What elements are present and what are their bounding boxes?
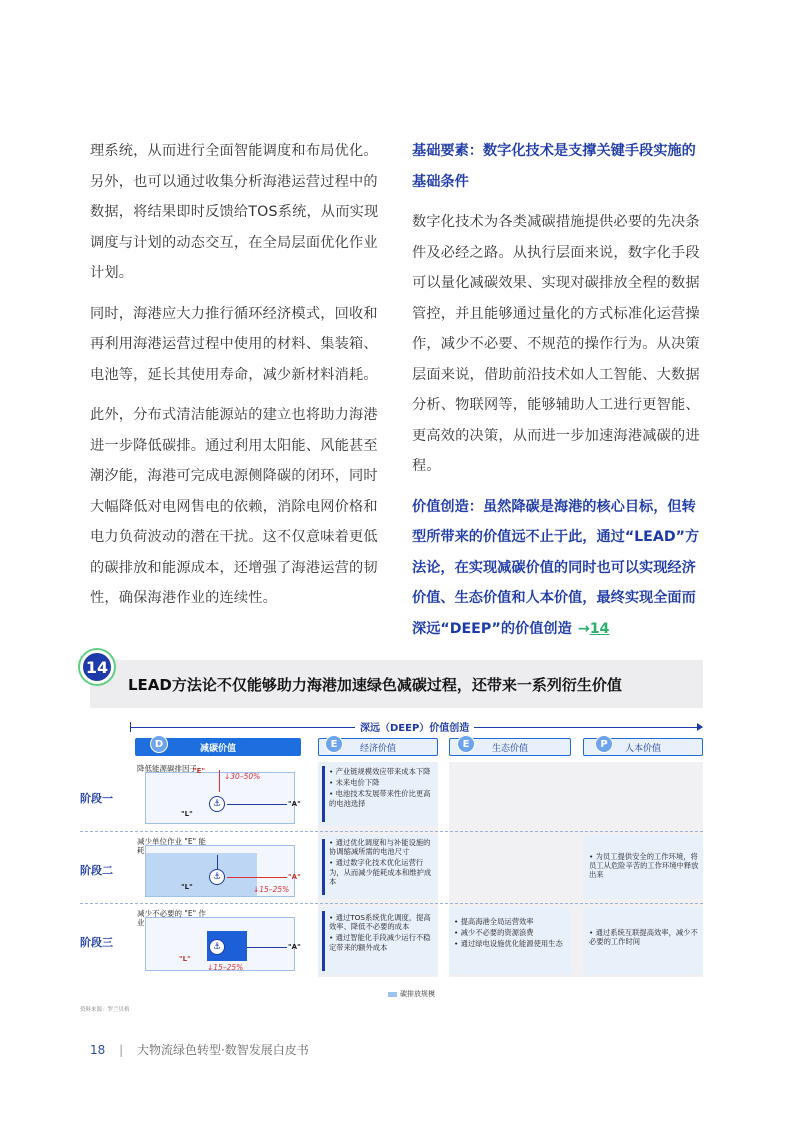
stage-1-diagram <box>135 762 301 827</box>
axis-l-label: "L" <box>181 810 193 818</box>
paragraph-left-2: 同时，海港应大力推行循环经济模式，回收和再利用海港运营过程中使用的材料、集装箱、电池等，延长其使用寿命，减少新材料消耗。 <box>90 305 378 383</box>
right-column <box>412 136 708 644</box>
letter-e-icon: E <box>325 735 343 753</box>
legend-swatch <box>388 992 397 997</box>
red-arrow-left <box>227 877 287 878</box>
figure-number-badge: 14 <box>80 650 114 684</box>
stage-3-diagram <box>135 907 301 972</box>
legend-label: 碳排放规模 <box>400 990 435 998</box>
axis-a-label: "A" <box>288 943 301 951</box>
list-item: • 未来电价下降 <box>329 778 380 788</box>
figure-reference-link[interactable] <box>578 621 610 637</box>
list-item: • 提高海港全局运营效率 <box>454 917 534 926</box>
axis-e-label: "E" <box>193 767 206 775</box>
footer-separator: | <box>119 1043 124 1057</box>
stage-3-reduction: ↓15–25% <box>207 963 244 972</box>
stage-3-human-list <box>589 928 699 948</box>
axis-a-label: "A" <box>288 800 301 808</box>
stage-2-reduction: ↓15–25% <box>253 885 290 894</box>
letter-e-icon: E <box>457 735 475 753</box>
deep-bracket-tick <box>130 722 131 732</box>
stage-3-progress-bar <box>322 911 325 971</box>
deep-arrow-icon <box>697 723 703 731</box>
stage-2-progress-bar <box>322 839 325 895</box>
port-crane-icon: ⚓ <box>209 796 225 812</box>
figure-source: 资料来源：罗兰贝格 <box>80 1007 130 1013</box>
letter-d-icon: D <box>150 735 168 753</box>
left-column <box>90 136 386 624</box>
paragraph-right-1: 数字化技术为各类减碳措施提供必要的先决条件及必经之路。从执行层面来说，数字化手段可以量化减碳效果、实现对碳排放全程的数据管控，并且能够通过量化的方式标准化运营操作，减少不必要、不规范的操作行为。从决策层面来说，借助前沿技术如人工智能、大数据分析、物联网等，能够辅助人工进行更智能、更高效的决策，从而进一步加速海港减碳的进程。 <box>412 214 700 474</box>
axis-a-arrow <box>247 947 287 948</box>
list-item: • 产业链规模效应带来成本下降 <box>329 767 431 776</box>
list-item: • 通过绿电设施优化能源使用生态 <box>454 939 563 949</box>
stage-2-human-list <box>589 852 699 882</box>
stage-1-caption: 降低能源碳排因子 <box>137 764 197 773</box>
axis-l-label: "L" <box>181 883 193 891</box>
list-item: • 通过智能化手段减少运行不稳定带来的额外成本 <box>329 933 431 952</box>
value-head-label: 生态价值 <box>491 743 528 754</box>
stage-1-economic-list <box>329 767 435 810</box>
stage-separator <box>80 903 703 904</box>
stage-2-caption: 减少单位作业 "E" 能耗 <box>137 837 206 855</box>
letter-p-icon: P <box>595 735 613 753</box>
list-item: • 电池技术发展带来性价比更高的电池选择 <box>329 789 431 808</box>
value-head-label: 减碳价值 <box>199 743 236 754</box>
figure-reference-number: 14 <box>589 620 610 637</box>
figure-legend <box>388 989 435 999</box>
port-crane-icon: ⚓ <box>209 869 225 885</box>
stage-1-reduction: ↓30–50% <box>224 772 261 781</box>
stage-label-3: 阶段三 <box>80 936 113 949</box>
arrow-right-icon: → <box>577 620 590 637</box>
axis-l-label: "L" <box>179 955 191 963</box>
stage-label-2: 阶段二 <box>80 864 113 877</box>
list-item: • 减少不必要的资源浪费 <box>454 928 534 938</box>
list-item: • 通过TOS系统优化调度，提高效率、降低不必要的成本 <box>329 913 431 932</box>
stage-3-caption: 减少不必要的 "E" 作业 <box>137 909 206 927</box>
list-item: • 通过系统互联提高效率，减少不必要的工作时间 <box>589 928 698 947</box>
stage-2-diagram <box>135 835 301 900</box>
port-crane-icon: ⚓ <box>209 939 225 955</box>
stage-separator <box>80 831 703 832</box>
stage-3-ecological-list <box>454 917 568 951</box>
axis-a-label: "A" <box>288 873 301 881</box>
section-heading: 基础要素：数字化技术是支撑关键手段实施的基础条件 <box>412 143 696 190</box>
list-item: • 通过数字化技术优化运营行为，从而减少能耗成本和维护成本 <box>329 858 432 886</box>
stage-2-economic-list <box>329 838 435 888</box>
list-item: • 通过优化调度和与补能设施的协调缩减所需的电池尺寸 <box>329 838 431 857</box>
paragraph-left-3: 此外，分布式清洁能源站的建立也将助力海港进一步降低碳排。通过利用太阳能、风能甚至潮汐能，海港可完成电源侧降碳的闭环，同时大幅降低对电网售电的依赖，消除电网价格和电力负荷波动的潜在干扰。这不仅意味着更低的碳排放和能源成本，还增强了海港运营的韧性，确保海港作业的连续性。 <box>90 407 378 606</box>
page-footer <box>90 1041 309 1058</box>
value-head-label: 人本价值 <box>624 743 661 754</box>
publication-title: 大物流绿色转型·数智发展白皮书 <box>136 1043 309 1057</box>
value-head-label: 经济价值 <box>359 743 396 754</box>
list-item: • 为员工提供安全的工作环境，将员工从危险辛苦的工作环境中释放出来 <box>589 852 699 880</box>
emphasis-text: 价值创造：虽然降碳是海港的核心目标，但转型所带来的价值远不止于此，通过“LEAD”方法论，在实现减碳价值的同时也可以实现经济价值、生态价值和人本价值，最终实现全面而深远“DEEP”的价值创造 <box>412 498 700 637</box>
paragraph-left-1: 理系统，从而进行全面智能调度和布局优化。另外，也可以通过收集分析海港运营过程中的数据，将结果即时反馈给TOS系统，从而实现调度与计划的动态交互，在全局层面优化作业计划。 <box>90 143 379 281</box>
axis-a-arrow <box>227 804 287 805</box>
deep-title: 深远（DEEP）价值创造 <box>355 719 474 734</box>
stage-label-1: 阶段一 <box>80 792 113 805</box>
stage-1-progress-bar <box>322 766 325 822</box>
axis-e-arrow <box>217 855 218 869</box>
emphasis-paragraph <box>412 492 708 645</box>
page-number: 18 <box>90 1043 106 1057</box>
red-arrow-down <box>219 770 220 792</box>
figure-title: LEAD方法论不仅能够助力海港加速绿色减碳过程，还带来一系列衍生价值 <box>128 676 622 694</box>
stage-3-economic-list <box>329 913 435 954</box>
